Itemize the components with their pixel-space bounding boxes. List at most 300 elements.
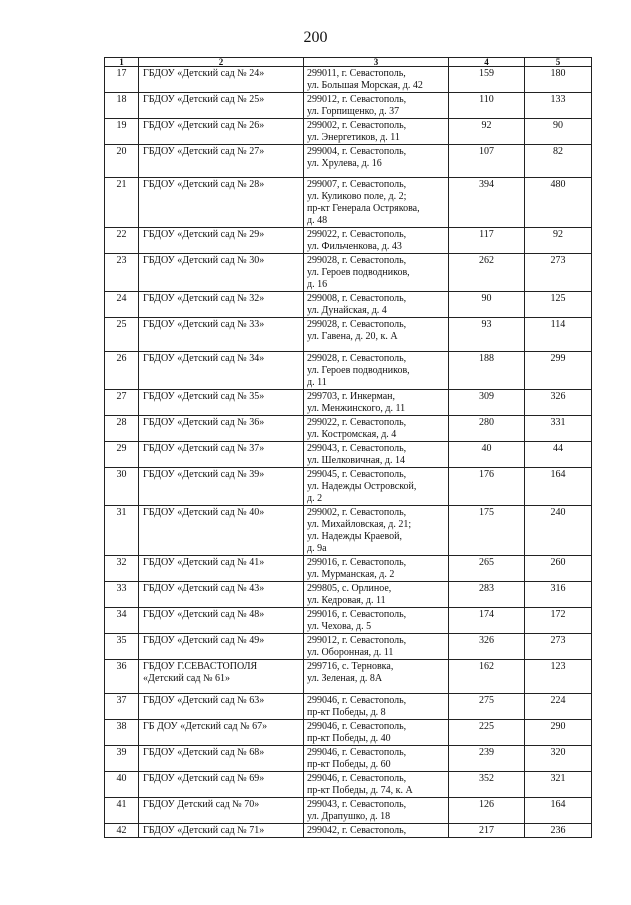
column-4-value-cell-line: 117 [479,229,494,240]
row-number-cell-line: 20 [116,146,127,157]
institution-name-cell [139,608,304,634]
column-4-value-cell-line: 352 [479,773,494,784]
row-number-cell [105,352,139,390]
address-cell-line: ул. Куликово поле, д. 2; [307,191,407,202]
address-cell [304,660,449,694]
table-row [105,798,592,824]
column-5-value-cell [525,720,592,746]
column-5-value-cell-line: 123 [550,661,566,672]
institution-name-cell-line: ГБДОУ «Детский сад № 34» [143,353,265,364]
address-cell-line: ул. Энергетиков, д. 11 [307,132,400,143]
row-number-cell [105,798,139,824]
column-5-value-cell-line: 125 [550,293,566,304]
address-cell [304,254,449,292]
institution-name-cell-line: ГБДОУ «Детский сад № 39» [143,469,265,480]
column-header: 4 [449,58,525,67]
column-4-value-cell-line: 93 [481,319,492,330]
address-cell [304,318,449,352]
column-4-value-cell-line: 188 [479,353,494,364]
row-number-cell-line: 41 [116,799,127,810]
column-5-value-cell [525,506,592,556]
row-number-cell-line: 30 [116,469,127,480]
address-cell-line: 299028, г. Севастополь, [307,319,407,330]
address-cell-line: ул. Чехова, д. 5 [307,621,372,632]
column-4-value-cell [449,608,525,634]
institution-name-cell-line: ГБДОУ «Детский сад № 29» [143,229,265,240]
address-cell-line: 299012, г. Севастополь, [307,94,407,105]
institution-name-cell-line: ГБДОУ «Детский сад № 35» [143,391,265,402]
table-row [105,720,592,746]
address-cell-line: ул. Надежды Островской, [307,481,417,492]
address-cell-line: ул. Гавена, д. 20, к. А [307,331,398,342]
row-number-cell [105,178,139,228]
address-cell [304,228,449,254]
column-5-value-cell-line: 316 [550,583,566,594]
row-number-cell-line: 36 [116,661,127,672]
kindergarten-table [104,57,592,838]
column-5-value-cell [525,442,592,468]
address-cell-line: 299016, г. Севастополь, [307,557,407,568]
institution-name-cell [139,67,304,93]
institution-name-cell [139,468,304,506]
column-4-value-cell [449,634,525,660]
address-cell-line: ул. Большая Морская, д. 42 [307,80,423,91]
row-number-cell [105,390,139,416]
institution-name-cell [139,416,304,442]
institution-name-cell [139,824,304,838]
table-row [105,390,592,416]
address-cell [304,352,449,390]
address-cell-line: ул. Хрулева, д. 16 [307,158,382,169]
column-4-value-cell-line: 126 [479,799,494,810]
column-4-value-cell-line: 176 [479,469,494,480]
address-cell-line: ул. Михайловская, д. 21; [307,519,412,530]
address-cell [304,292,449,318]
table-row [105,746,592,772]
table-row [105,506,592,556]
column-5-value-cell [525,178,592,228]
address-cell [304,506,449,556]
column-header: 2 [139,58,304,67]
row-number-cell-line: 33 [116,583,127,594]
column-5-value-cell [525,608,592,634]
row-number-cell [105,416,139,442]
row-number-cell [105,119,139,145]
column-5-value-cell [525,292,592,318]
column-4-value-cell-line: 90 [481,293,492,304]
address-cell [304,468,449,506]
column-5-value-cell-line: 480 [550,179,566,190]
row-number-cell [105,292,139,318]
address-cell-line: пр-кт Победы, д. 40 [307,733,391,744]
address-cell [304,556,449,582]
row-number-cell [105,720,139,746]
address-cell [304,694,449,720]
column-5-value-cell-line: 164 [550,799,566,810]
column-5-value-cell [525,824,592,838]
table-row [105,93,592,119]
address-cell-line: ул. Горпищенко, д. 37 [307,106,400,117]
institution-name-cell [139,746,304,772]
column-5-value-cell-line: 260 [550,557,566,568]
table-row [105,608,592,634]
institution-name-cell [139,694,304,720]
address-cell-line: 299022, г. Севастополь, [307,417,407,428]
institution-name-cell-line: ГБДОУ «Детский сад № 30» [143,255,265,266]
column-5-value-cell-line: 273 [550,255,566,266]
header-row [105,58,592,67]
column-4-value-cell-line: 175 [479,507,494,518]
address-cell-line: пр-кт Победы, д. 60 [307,759,391,770]
institution-name-cell-line: ГБДОУ «Детский сад № 68» [143,747,265,758]
table-row [105,254,592,292]
institution-name-cell-line: ГБДОУ «Детский сад № 25» [143,94,265,105]
column-5-value-cell [525,416,592,442]
column-4-value-cell [449,746,525,772]
institution-name-cell [139,720,304,746]
table-row [105,556,592,582]
address-cell-line: 299805, с. Орлиное, [307,583,392,594]
column-5-value-cell [525,93,592,119]
column-4-value-cell [449,93,525,119]
row-number-cell-line: 29 [116,443,127,454]
address-cell-line: д. 2 [307,493,323,504]
column-4-value-cell-line: 162 [479,661,494,672]
column-4-value-cell [449,468,525,506]
column-5-value-cell-line: 240 [550,507,566,518]
institution-name-cell [139,254,304,292]
row-number-cell-line: 22 [116,229,127,240]
address-cell-line: 299008, г. Севастополь, [307,293,407,304]
institution-name-cell-line: ГБДОУ «Детский сад № 71» [143,825,265,836]
address-cell [304,145,449,178]
institution-name-cell [139,228,304,254]
institution-name-cell [139,634,304,660]
institution-name-cell-line: ГБДОУ «Детский сад № 28» [143,179,265,190]
column-4-value-cell [449,254,525,292]
address-cell-line: д. 48 [307,215,328,226]
institution-name-cell-line: ГБДОУ «Детский сад № 48» [143,609,265,620]
address-cell-line: ул. Кедровая, д. 11 [307,595,386,606]
institution-name-cell-line: ГБДОУ «Детский сад № 37» [143,443,265,454]
row-number-cell [105,824,139,838]
column-5-value-cell-line: 331 [550,417,566,428]
column-4-value-cell [449,145,525,178]
column-5-value-cell [525,254,592,292]
row-number-cell [105,608,139,634]
address-cell-line: 299043, г. Севастополь, [307,799,407,810]
address-cell-line: 299007, г. Севастополь, [307,179,407,190]
column-4-value-cell-line: 217 [479,825,494,836]
row-number-cell [105,145,139,178]
column-5-value-cell-line: 299 [550,353,566,364]
column-5-value-cell [525,228,592,254]
column-4-value-cell-line: 283 [479,583,494,594]
column-5-value-cell [525,798,592,824]
column-4-value-cell [449,506,525,556]
row-number-cell-line: 28 [116,417,127,428]
institution-name-cell [139,506,304,556]
column-header: 5 [525,58,592,67]
row-number-cell [105,634,139,660]
institution-name-cell [139,178,304,228]
column-4-value-cell [449,582,525,608]
column-5-value-cell [525,746,592,772]
table-row [105,694,592,720]
address-cell-line: 299028, г. Севастополь, [307,353,407,364]
column-5-value-cell [525,660,592,694]
institution-name-cell [139,145,304,178]
address-cell-line: 299043, г. Севастополь, [307,443,407,454]
address-cell [304,582,449,608]
institution-name-cell [139,318,304,352]
address-cell-line: ул. Шелковичная, д. 14 [307,455,405,466]
column-4-value-cell-line: 225 [479,721,494,732]
row-number-cell-line: 17 [116,68,127,79]
table-row [105,634,592,660]
row-number-cell [105,746,139,772]
column-4-value-cell-line: 174 [479,609,494,620]
address-cell-line: 299046, г. Севастополь, [307,721,407,732]
column-4-value-cell-line: 159 [479,68,494,79]
address-cell-line: ул. Костромская, д. 4 [307,429,397,440]
column-4-value-cell-line: 326 [479,635,494,646]
column-5-value-cell-line: 320 [550,747,566,758]
address-cell-line: 299022, г. Севастополь, [307,229,407,240]
table-row [105,416,592,442]
institution-name-cell-line: ГБДОУ «Детский сад № 33» [143,319,265,330]
column-4-value-cell-line: 239 [479,747,494,758]
column-4-value-cell [449,442,525,468]
column-5-value-cell [525,694,592,720]
address-cell-line: 299045, г. Севастополь, [307,469,407,480]
row-number-cell [105,772,139,798]
column-4-value-cell [449,720,525,746]
column-header: 3 [304,58,449,67]
address-cell-line: пр-кт Победы, д. 8 [307,707,386,718]
column-4-value-cell-line: 275 [479,695,494,706]
address-cell-line: 299028, г. Севастополь, [307,255,407,266]
address-cell-line: 299016, г. Севастополь, [307,609,407,620]
row-number-cell [105,67,139,93]
column-4-value-cell [449,119,525,145]
column-5-value-cell [525,634,592,660]
column-5-value-cell-line: 90 [553,120,563,131]
institution-name-cell-line: ГБДОУ «Детский сад № 63» [143,695,265,706]
address-cell-line: ул. Мурманская, д. 2 [307,569,395,580]
column-4-value-cell [449,416,525,442]
column-5-value-cell [525,67,592,93]
institution-name-cell [139,582,304,608]
column-5-value-cell-line: 44 [553,443,563,454]
address-cell-line: 299011, г. Севастополь, [307,68,406,79]
column-5-value-cell-line: 321 [550,773,566,784]
column-4-value-cell [449,292,525,318]
row-number-cell [105,660,139,694]
row-number-cell-line: 40 [116,773,127,784]
address-cell [304,442,449,468]
table-row [105,119,592,145]
row-number-cell-line: 24 [116,293,127,304]
address-cell-line: 299012, г. Севастополь, [307,635,407,646]
column-4-value-cell [449,318,525,352]
address-cell-line: 299002, г. Севастополь, [307,507,407,518]
column-4-value-cell [449,798,525,824]
column-4-value-cell [449,390,525,416]
table-row [105,772,592,798]
address-cell-line: 299046, г. Севастополь, [307,747,407,758]
table-row [105,292,592,318]
address-cell [304,634,449,660]
address-cell-line: ул. Оборонная, д. 11 [307,647,394,658]
address-cell-line: ул. Дунайская, д. 4 [307,305,387,316]
table-row [105,352,592,390]
institution-name-cell-line: ГБДОУ «Детский сад № 49» [143,635,265,646]
column-4-value-cell-line: 280 [479,417,494,428]
address-cell-line: 299004, г. Севастополь, [307,146,407,157]
table-row [105,660,592,694]
address-cell-line: 299042, г. Севастополь, [307,825,407,836]
address-cell-line: ул. Драпушко, д. 18 [307,811,391,822]
column-5-value-cell-line: 290 [550,721,566,732]
row-number-cell-line: 26 [116,353,127,364]
column-5-value-cell-line: 92 [553,229,563,240]
institution-name-cell-line: ГБДОУ «Детский сад № 27» [143,146,265,157]
institution-name-cell-line: ГБДОУ «Детский сад № 40» [143,507,265,518]
table-row [105,178,592,228]
column-5-value-cell [525,318,592,352]
institution-name-cell [139,772,304,798]
column-4-value-cell [449,178,525,228]
institution-name-cell-line: ГБДОУ Детский сад № 70» [143,799,260,810]
address-cell-line: пр-кт Генерала Острякова, [307,203,420,214]
column-4-value-cell [449,824,525,838]
institution-name-cell [139,93,304,119]
column-4-value-cell-line: 394 [479,179,494,190]
row-number-cell-line: 31 [116,507,127,518]
column-5-value-cell-line: 164 [550,469,566,480]
address-cell [304,93,449,119]
address-cell-line: 299716, с. Терновка, [307,661,394,672]
institution-name-cell [139,442,304,468]
institution-name-cell [139,556,304,582]
row-number-cell-line: 25 [116,319,127,330]
row-number-cell [105,93,139,119]
row-number-cell-line: 42 [116,825,127,836]
address-cell-line: ул. Фильченкова, д. 43 [307,241,402,252]
column-5-value-cell [525,772,592,798]
column-5-value-cell [525,582,592,608]
table-row [105,145,592,178]
row-number-cell [105,582,139,608]
institution-name-cell [139,390,304,416]
row-number-cell-line: 39 [116,747,127,758]
row-number-cell-line: 37 [116,695,127,706]
address-cell [304,798,449,824]
address-cell [304,824,449,838]
column-4-value-cell [449,694,525,720]
institution-name-cell [139,660,304,694]
table-row [105,67,592,93]
table-row [105,824,592,838]
address-cell-line: 299046, г. Севастополь, [307,695,407,706]
address-cell-line: д. 9а [307,543,327,554]
institution-name-cell-line: «Детский сад № 61» [143,673,231,684]
column-5-value-cell [525,119,592,145]
column-5-value-cell-line: 273 [550,635,566,646]
column-5-value-cell [525,145,592,178]
table-row [105,442,592,468]
institution-name-cell-line: ГБДОУ «Детский сад № 41» [143,557,265,568]
institution-name-cell-line: ГБДОУ «Детский сад № 36» [143,417,265,428]
column-5-value-cell-line: 326 [550,391,566,402]
column-5-value-cell-line: 224 [550,695,566,706]
address-cell [304,178,449,228]
row-number-cell [105,468,139,506]
table-row [105,318,592,352]
column-header: 1 [105,58,139,67]
row-number-cell [105,506,139,556]
address-cell [304,67,449,93]
institution-name-cell [139,119,304,145]
column-4-value-cell-line: 110 [479,94,494,105]
institution-name-cell-line: ГБДОУ Г.СЕВАСТОПОЛЯ [143,661,258,672]
address-cell [304,390,449,416]
institution-name-cell-line: ГБДОУ «Детский сад № 32» [143,293,265,304]
page-number: 200 [303,29,328,46]
institution-name-cell-line: ГБДОУ «Детский сад № 24» [143,68,265,79]
column-5-value-cell-line: 236 [550,825,566,836]
address-cell-line: ул. Героев подводников, [307,267,410,278]
column-4-value-cell [449,772,525,798]
column-4-value-cell-line: 309 [479,391,494,402]
row-number-cell [105,318,139,352]
column-4-value-cell-line: 92 [481,120,492,131]
column-5-value-cell-line: 82 [553,146,563,157]
institution-name-cell-line: ГБДОУ «Детский сад № 69» [143,773,265,784]
institution-name-cell-line: ГБДОУ «Детский сад № 43» [143,583,265,594]
column-5-value-cell [525,468,592,506]
table-row [105,582,592,608]
address-cell [304,608,449,634]
address-cell-line: ул. Надежды Краевой, [307,531,403,542]
column-5-value-cell [525,352,592,390]
row-number-cell [105,254,139,292]
row-number-cell-line: 27 [116,391,127,402]
row-number-cell-line: 32 [116,557,127,568]
address-cell-line: 299046, г. Севастополь, [307,773,407,784]
institution-name-cell [139,798,304,824]
address-cell-line: 299703, г. Инкерман, [307,391,395,402]
institution-name-cell-line: ГБДОУ «Детский сад № 26» [143,120,265,131]
row-number-cell-line: 35 [116,635,127,646]
column-4-value-cell [449,67,525,93]
row-number-cell-line: 38 [116,721,127,732]
column-5-value-cell-line: 133 [550,94,566,105]
row-number-cell [105,228,139,254]
column-5-value-cell-line: 172 [550,609,566,620]
address-cell [304,720,449,746]
address-cell-line: ул. Менжинского, д. 11 [307,403,406,414]
address-cell [304,416,449,442]
row-number-cell-line: 19 [116,120,127,131]
institution-name-cell [139,352,304,390]
institution-name-cell-line: ГБ ДОУ «Детский сад № 67» [143,721,268,732]
address-cell-line: 299002, г. Севастополь, [307,120,407,131]
row-number-cell [105,556,139,582]
row-number-cell-line: 21 [116,179,127,190]
column-4-value-cell [449,556,525,582]
